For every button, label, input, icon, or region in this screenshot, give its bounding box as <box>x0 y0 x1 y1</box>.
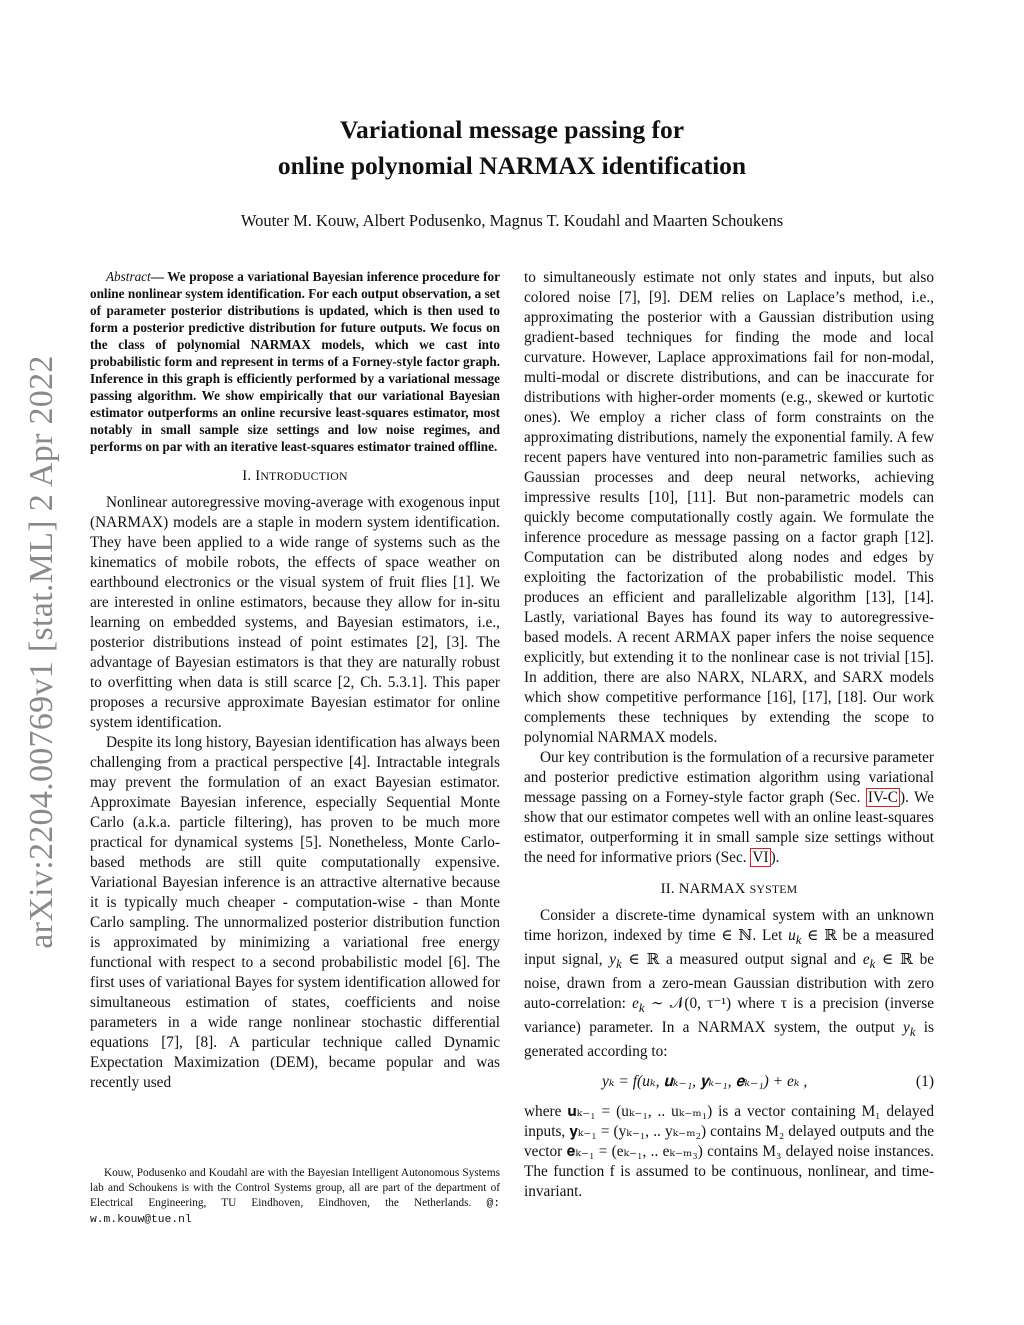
narmax-text-d: ∈ ℝ be noise, drawn from a zero-mean Gaussian distribution with zero auto-correlation: <box>524 951 935 1013</box>
contribution-text-b: ). We show that our estimator competes well with an online least-squares estimator, outperforming it in small sample size settings without the need for informative priors (Sec. <box>524 789 935 866</box>
section-numeral: I. <box>242 468 256 484</box>
arxiv-sidebar <box>22 352 62 952</box>
arxiv-identifier: arXiv:2204.00769v1 [stat.ML] 2 Apr 2022 <box>23 355 60 949</box>
contribution-text-c: ). <box>770 849 780 866</box>
intro-paragraph-2: Despite its long history, Bayesian identification has always been challenging from a practical perspective [4]. Intractable integrals may prevent the formulation of an exact Bayesian estimator. Approximate Bayesian inference, especially Sequential Monte Carlo (a.k.a. particle filtering), has proven to be much more practical for dynamical systems [5]. Nonetheless, Monte Carlo-based methods are still quite computationally expensive. Variational Bayesian inference is an attractive alternative because it is typically much cheaper - computation-wise - than Monte Carlo sampling. The unnormalized posterior distribution function is approximated by minimizing a variational free energy functional with respect to a second probabilistic model [6]. The first uses of variational Bayes for system identification allowed for simultaneous estimation of states, coefficients and noise parameters in a wide range nonlinear stochastic differential equations [7], [8]. A particular technique called Dynamic Expectation Maximization (DEM), became popular and was recently used <box>90 734 500 1091</box>
abstract-text: — We propose a variational Bayesian inference procedure for online nonlinear system identification. For each output observation, a set of parameter posterior distributions is updated, which is then used to form a posterior predictive distribution for future outputs. We focus on the class of polynomial NARMAX models, which we cast into probabilistic form and represent in terms of a Forney-style factor graph. Inference in this graph is efficiently performed by a variational message passing algorithm. We show empirically that our variational Bayesian estimator outperforms an online recursive least-squares estimator, most notably in small sample size settings and low noise regimes, and performs on par with an iterative least-squares estimator trained offline. <box>90 269 500 454</box>
affiliation-footnote <box>90 1166 500 1228</box>
contribution-paragraph <box>524 748 934 868</box>
var-u: u <box>788 927 796 944</box>
section-heading-narmax <box>524 879 934 899</box>
sub-k-y-2: k <box>909 1025 916 1040</box>
var-y-2: y <box>903 1019 910 1037</box>
sub-k-e: k <box>869 957 876 972</box>
contribution-text-a: Our key contribution is the formulation of a recursive parameter and posterior predictive estimation algorithm using variational message passing on a Forney-style factor graph (Sec. <box>524 749 934 806</box>
intro-paragraph-1: Nonlinear autoregressive moving-average with exogenous input (NARMAX) models are a staple in modern system identification. They have been applied to a wide range of systems such as the kinematics of mobile robots, the effects of space weather on earthbound electronics or the visual system of fruit flies [1]. We are interested in online estimators, because they allow for in-situ learning on embedded systems, and Bayesian estimators, i.e., posterior distributions instead of point estimates [2], [3]. The advantage of Bayesian estimators is that they are naturally robust to overfitting when data is still scarce [2, Ch. 5.3.1]. This paper proposes a recursive approximate Bayesian estimator for online system identification. <box>90 494 500 731</box>
right-column <box>524 268 934 1202</box>
equation-1 <box>524 1068 934 1096</box>
title-line-1: Variational message passing for <box>339 115 685 144</box>
section2-heading-main: II. NARMAX <box>660 881 750 897</box>
equation-body: yₖ = f(uₖ, 𝐮ₖ₋₁, 𝐲ₖ₋₁, 𝐞ₖ₋₁) + eₖ , <box>602 1073 808 1091</box>
section-heading-smallcaps: NTRODUCTION <box>260 469 348 483</box>
equation-number: (1) <box>915 1073 934 1091</box>
var-e-2: e <box>632 995 639 1013</box>
narmax-paragraph-1 <box>524 906 934 1062</box>
section-heading-initial: I <box>255 468 261 484</box>
var-y: y <box>609 951 617 969</box>
sub-k-u: k <box>795 933 802 948</box>
abstract <box>90 268 500 455</box>
narmax-text-a: Consider a discrete-time dynamical system with an unknown time horizon, indexed by time ∈ ℕ. Let <box>524 907 934 944</box>
section-ref-vi[interactable]: VI <box>752 849 769 866</box>
narmax-text-e: ∼ 𝒩(0, τ⁻¹) where τ is a precision (inverse variance) parameter. In a NARMAX system, the output <box>524 995 934 1037</box>
abstract-label: Abstract <box>106 269 151 284</box>
narmax-text-b: ∈ ℝ be a measured input signal, <box>524 927 934 969</box>
author-list: Wouter M. Kouw, Albert Podusenko, Magnus T. Koudahl and Maarten Schoukens <box>240 211 784 230</box>
left-column <box>90 268 500 1093</box>
paper-title <box>150 112 874 184</box>
related-work-paragraph: to simultaneously estimate not only states and inputs, but also colored noise [7], [9]. DEM relies on Laplace’s method, i.e., approximating the posterior with a Gaussian distribution using gradient-based techniques for finding the mode and local curvature. However, Laplace approximations fail for non-modal, multi-modal or discrete distributions, and can be inaccurate for distributions with higher-order moments (e.g., skewed or kurtotic ones). We employ a richer class of form constraints on the approximating distributions, namely the exponential family. A few recent papers have ventured into non-parametric families such as Gaussian processes and deep neural networks, achieving impressive results [10], [11]. But non-parametric models can quickly become computationally costly again. We formulate the inference procedure as message passing on a factor graph [12]. Computation can be distributed along nodes and edges by exploiting the factorization of the probabilistic model. This produces an efficient and parallelizable algorithm [13], [14]. Lastly, variational Bayes has found its way to autoregressive-based models. A recent ARMAX paper infers the noise sequence explicitly, but extending it to the nonlinear case is not trivial [15]. In addition, there are also NARX, NLARX, and SARX models which show competitive performance [16], [17], [18]. Our work complements these techniques by extending the scope to polynomial NARMAX models. <box>524 269 934 746</box>
title-line-2: online polynomial NARMAX identification <box>277 151 747 180</box>
var-e: e <box>862 951 870 969</box>
narmax-paragraph-2: where 𝐮ₖ₋₁ = (uₖ₋₁, .. uₖ₋ₘ₁) is a vector containing M₁ delayed inputs, 𝐲ₖ₋₁ = (yₖ₋₁, .. yₖ₋ₘ₂) contains M₂ delayed outputs and the vector 𝐞ₖ₋₁ = (eₖ₋₁, .. eₖ₋ₘ₃) contains M₃ delayed noise instances. The function f is assumed to be continuous, nonlinear, and time-invariant. <box>524 1103 934 1201</box>
sub-k-e-2: k <box>638 1001 645 1016</box>
footnote-text: Kouw, Podusenko and Koudahl are with the Bayesian Intelligent Autonomous Systems lab and Schoukens is with the Control Systems group, all are part of the department of Electrical Engineering, TU Eindhoven, Eindhoven, the Netherlands. <box>90 1167 500 1209</box>
narmax-text-f: is generated according to: <box>524 1019 935 1061</box>
section-ref-iv-c[interactable]: IV-C <box>867 789 898 806</box>
section-heading-introduction <box>90 466 500 486</box>
sub-k-y: k <box>616 957 622 972</box>
narmax-text-c: ∈ ℝ a measured output signal and <box>621 951 863 969</box>
footnote-email: @: w.m.kouw@tue.nl <box>90 1198 500 1226</box>
section2-heading-smallcaps: SYSTEM <box>749 882 798 896</box>
